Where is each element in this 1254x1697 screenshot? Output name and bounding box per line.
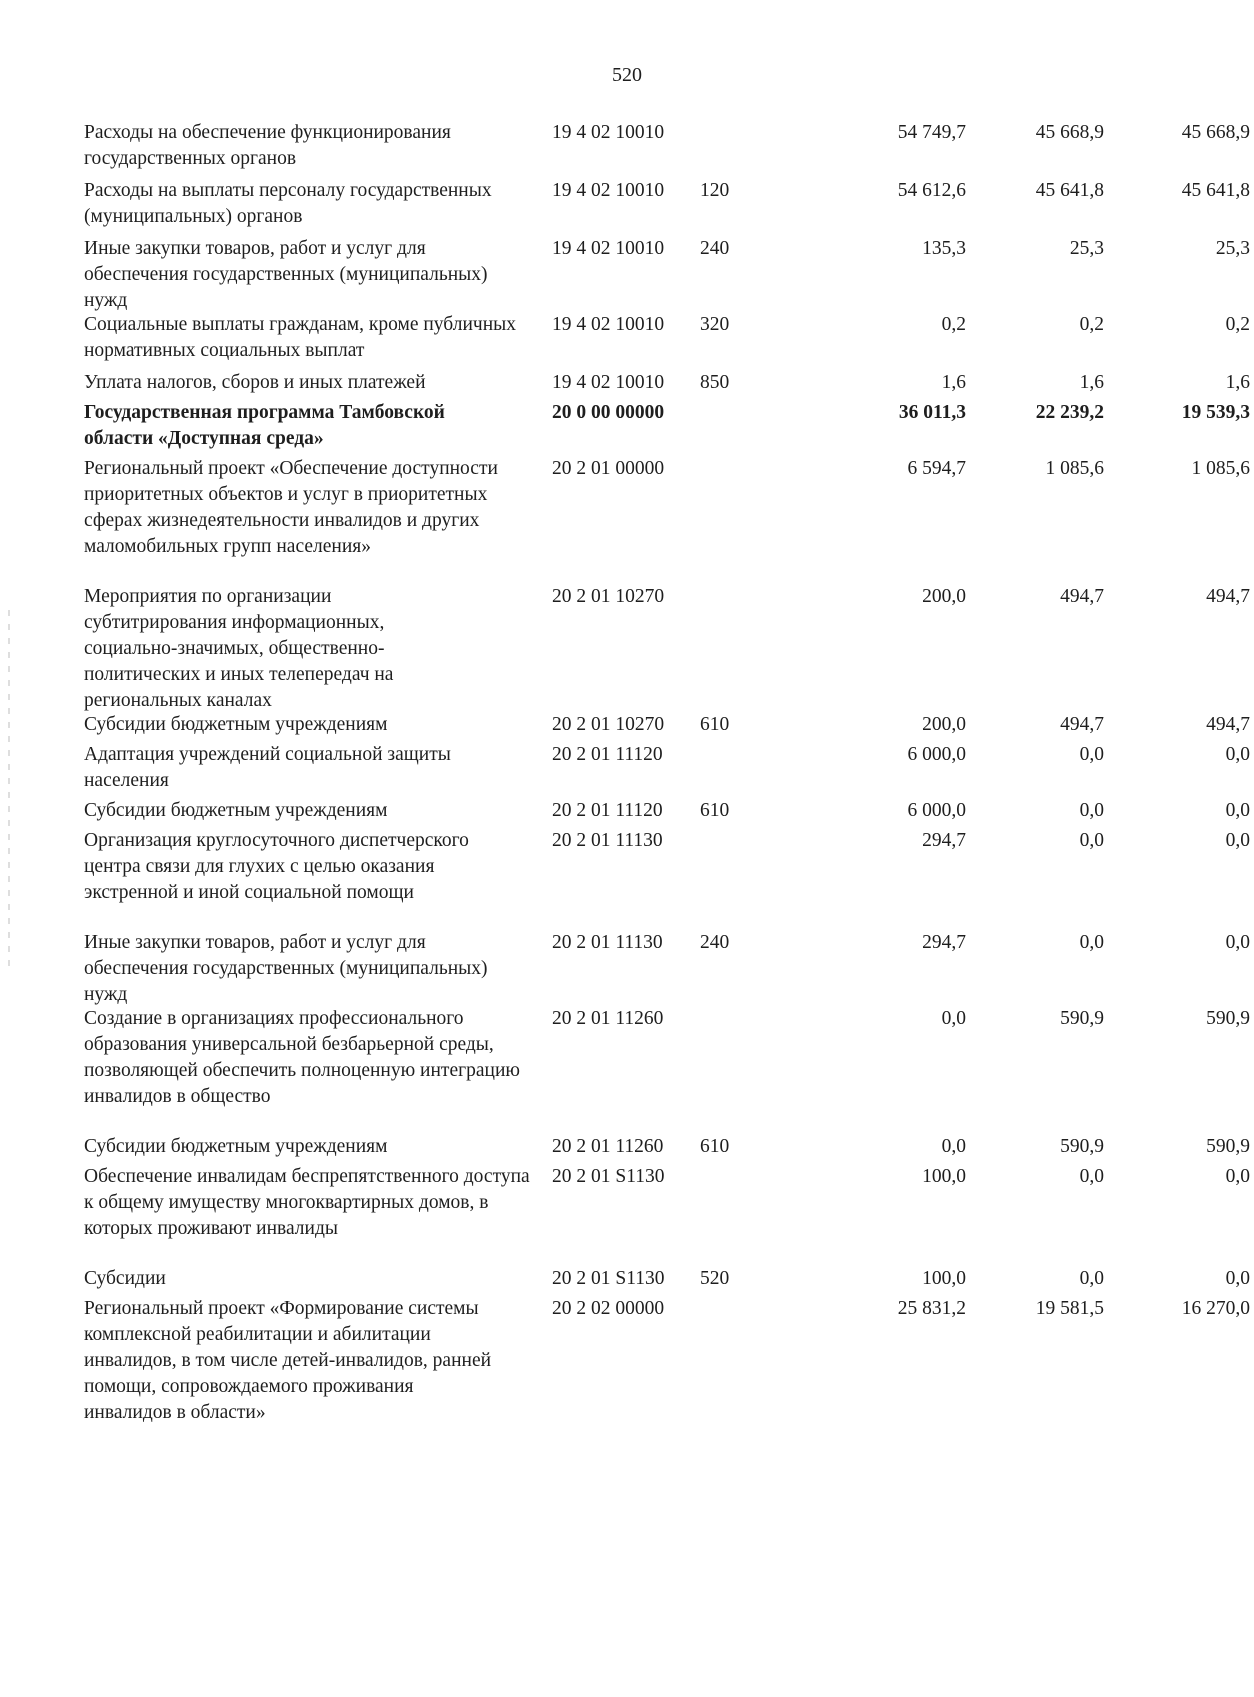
row-code: 20 2 01 10270 — [552, 714, 665, 735]
row-code: 20 2 01 11120 — [552, 800, 663, 821]
row-code: 20 2 01 11260 — [552, 1136, 664, 1157]
row-name: Адаптация учреждений социальной защиты населения — [84, 744, 451, 791]
row-value-2: 590,9 — [1060, 1136, 1104, 1157]
row-value-2: 0,0 — [1079, 932, 1104, 953]
row-vr: 240 — [700, 932, 730, 953]
row-name: Иные закупки товаров, работ и услуг для обеспечения государственных (муниципальных) нужд — [84, 932, 488, 1005]
row-value-2: 494,7 — [1060, 714, 1104, 735]
row-value-3: 45 641,8 — [1181, 180, 1250, 201]
row-name: Субсидии бюджетным учреждениям — [84, 800, 388, 821]
row-value-3: 25,3 — [1215, 238, 1250, 259]
row-name: Расходы на обеспечение функционирования государственных органов — [84, 122, 451, 169]
row-value-3: 19 539,3 — [1181, 402, 1250, 423]
row-name: Расходы на выплаты персоналу государственных (муниципальных) органов — [84, 180, 492, 227]
row-name: Государственная программа Тамбовской области «Доступная среда» — [84, 402, 445, 449]
row-value-1: 200,0 — [922, 714, 966, 735]
row-code: 20 2 02 00000 — [552, 1298, 665, 1319]
row-code: 20 2 01 00000 — [552, 458, 665, 479]
row-value-2: 1,6 — [1079, 372, 1104, 393]
row-name: Мероприятия по организации субтитрирования информационных, социально-значимых, общественно-политических и иных телепередач на региональных каналах — [84, 586, 394, 711]
row-code: 19 4 02 10010 — [552, 314, 665, 335]
row-code: 20 2 01 11130 — [552, 932, 663, 953]
row-value-3: 1,6 — [1225, 372, 1250, 393]
row-code: 20 2 01 S1130 — [552, 1166, 665, 1187]
row-code: 20 2 01 10270 — [552, 586, 665, 607]
row-name: Субсидии бюджетным учреждениям — [84, 1136, 388, 1157]
row-value-1: 1,6 — [941, 372, 966, 393]
row-value-3: 0,0 — [1225, 1268, 1250, 1289]
row-name: Субсидии — [84, 1268, 166, 1289]
row-value-1: 0,0 — [941, 1008, 966, 1029]
row-code: 20 2 01 S1130 — [552, 1268, 665, 1289]
row-value-2: 590,9 — [1060, 1008, 1104, 1029]
row-value-2: 0,0 — [1079, 744, 1104, 765]
row-code: 19 4 02 10010 — [552, 180, 665, 201]
row-code: 20 2 01 11130 — [552, 830, 663, 851]
row-value-1: 135,3 — [922, 238, 966, 259]
row-code: 20 2 01 11260 — [552, 1008, 664, 1029]
row-vr: 240 — [700, 238, 730, 259]
row-code: 19 4 02 10010 — [552, 372, 665, 393]
row-value-3: 45 668,9 — [1181, 122, 1250, 143]
row-value-2: 25,3 — [1069, 238, 1104, 259]
row-value-1: 100,0 — [922, 1268, 966, 1289]
row-value-3: 0,0 — [1225, 1166, 1250, 1187]
row-value-3: 0,0 — [1225, 800, 1250, 821]
row-value-3: 590,9 — [1206, 1136, 1250, 1157]
row-vr: 320 — [700, 314, 730, 335]
scan-margin-marks — [8, 610, 10, 970]
row-value-2: 0,0 — [1079, 1166, 1104, 1187]
row-vr: 120 — [700, 180, 730, 201]
row-value-1: 6 000,0 — [907, 800, 966, 821]
row-value-1: 6 000,0 — [907, 744, 966, 765]
row-value-1: 54 749,7 — [897, 122, 966, 143]
row-code: 19 4 02 10010 — [552, 122, 665, 143]
row-value-3: 0,2 — [1225, 314, 1250, 335]
row-value-1: 294,7 — [922, 830, 966, 851]
row-value-1: 6 594,7 — [907, 458, 966, 479]
page-number: 520 — [612, 64, 642, 86]
row-value-3: 590,9 — [1206, 1008, 1250, 1029]
row-value-1: 100,0 — [922, 1166, 966, 1187]
row-name: Социальные выплаты гражданам, кроме публичных нормативных социальных выплат — [84, 314, 516, 361]
row-name: Региональный проект «Формирование системы комплексной реабилитации и абилитации инвалидов, в том числе детей-инвалидов, ранней помощи, сопровождаемого проживания инвалидов в области» — [84, 1298, 492, 1423]
row-vr: 610 — [700, 714, 730, 735]
row-name: Иные закупки товаров, работ и услуг для обеспечения государственных (муниципальных) нужд — [84, 238, 488, 311]
row-value-3: 0,0 — [1225, 744, 1250, 765]
row-value-2: 0,2 — [1079, 314, 1104, 335]
row-value-1: 25 831,2 — [897, 1298, 966, 1319]
row-name: Создание в организациях профессионального образования универсальной безбарьерной среды, позволяющей обеспечить полноценную интеграцию инвалидов в общество — [84, 1008, 520, 1107]
row-name: Региональный проект «Обеспечение доступности приоритетных объектов и услуг в приоритетных сферах жизнедеятельности инвалидов и других маломобильных групп населения» — [84, 458, 498, 557]
row-value-1: 36 011,3 — [898, 402, 966, 423]
row-vr: 850 — [700, 372, 730, 393]
row-value-1: 200,0 — [922, 586, 966, 607]
row-vr: 610 — [700, 1136, 730, 1157]
row-vr: 610 — [700, 800, 730, 821]
row-value-2: 45 641,8 — [1035, 180, 1104, 201]
row-name: Обеспечение инвалидам беспрепятственного доступа к общему имуществу многоквартирных домов, в которых проживают инвалиды — [84, 1166, 530, 1239]
row-code: 19 4 02 10010 — [552, 238, 665, 259]
row-value-1: 0,2 — [941, 314, 966, 335]
row-value-2: 0,0 — [1079, 800, 1104, 821]
row-vr: 520 — [700, 1268, 730, 1289]
row-value-3: 16 270,0 — [1181, 1298, 1250, 1319]
row-code: 20 2 01 11120 — [552, 744, 663, 765]
row-value-2: 1 085,6 — [1045, 458, 1104, 479]
row-name: Субсидии бюджетным учреждениям — [84, 714, 388, 735]
row-name: Уплата налогов, сборов и иных платежей — [84, 372, 426, 393]
row-value-3: 1 085,6 — [1191, 458, 1250, 479]
row-value-3: 494,7 — [1206, 714, 1250, 735]
row-value-2: 0,0 — [1079, 830, 1104, 851]
row-value-2: 19 581,5 — [1035, 1298, 1104, 1319]
row-name: Организация круглосуточного диспетчерского центра связи для глухих с целью оказания экстренной и иной социальной помощи — [84, 830, 469, 903]
row-value-2: 0,0 — [1079, 1268, 1104, 1289]
row-value-2: 494,7 — [1060, 586, 1104, 607]
row-value-3: 0,0 — [1225, 932, 1250, 953]
row-value-2: 45 668,9 — [1035, 122, 1104, 143]
row-code: 20 0 00 00000 — [552, 402, 665, 423]
row-value-1: 54 612,6 — [897, 180, 966, 201]
row-value-2: 22 239,2 — [1035, 402, 1104, 423]
row-value-1: 0,0 — [941, 1136, 966, 1157]
row-value-1: 294,7 — [922, 932, 966, 953]
row-value-3: 0,0 — [1225, 830, 1250, 851]
row-value-3: 494,7 — [1206, 586, 1250, 607]
